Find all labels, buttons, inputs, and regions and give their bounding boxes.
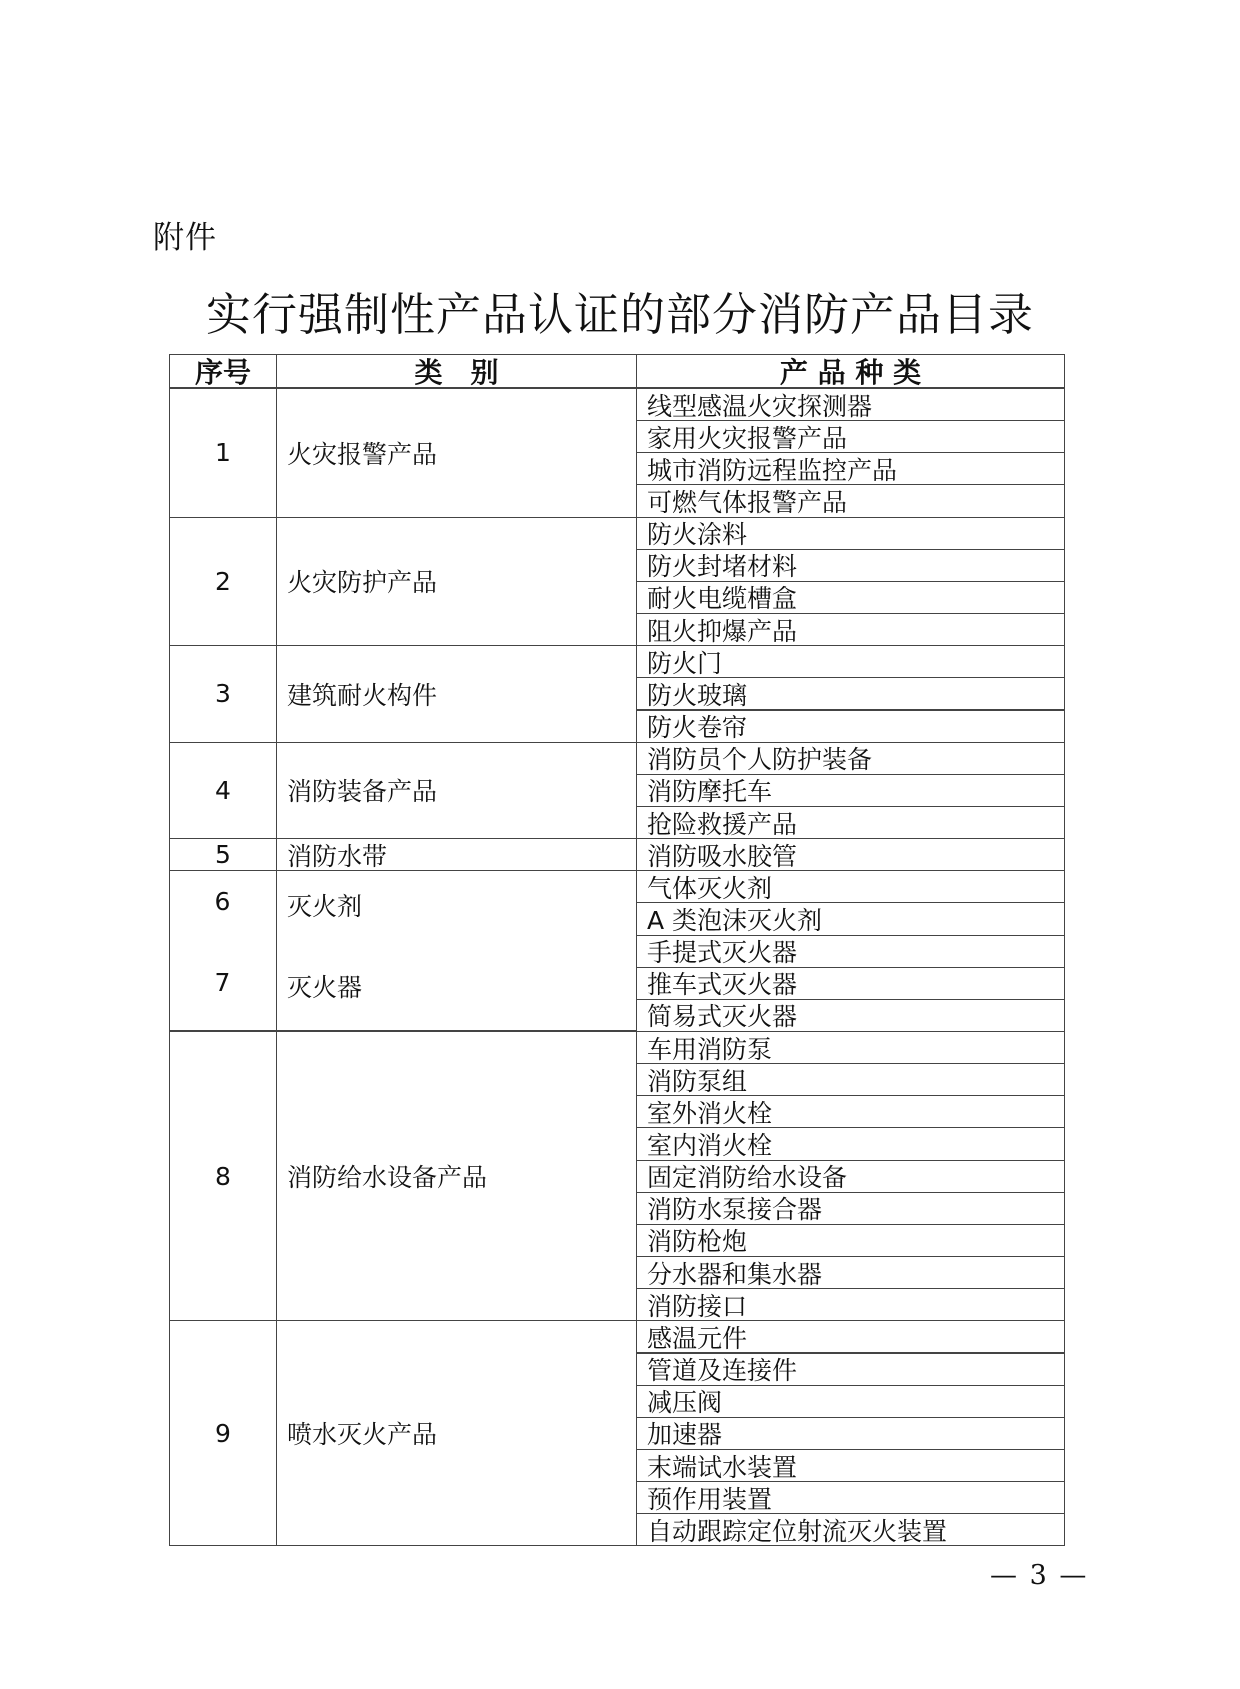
product-item: 分水器和集水器 [636, 1256, 1065, 1289]
product-item: 消防水泵接合器 [636, 1192, 1065, 1225]
product-item: 可燃气体报警产品 [636, 484, 1065, 517]
product-item: 减压阀 [636, 1385, 1065, 1418]
row-number: 9 [169, 1320, 277, 1546]
category-name: 灭火器 [287, 972, 363, 1002]
product-item: A 类泡沫灭火剂 [636, 902, 1065, 935]
product-item: 阻火抑爆产品 [636, 613, 1065, 646]
row-number: 4 [169, 742, 277, 839]
row-number: 6 [214, 887, 231, 917]
product-item: 消防枪炮 [636, 1224, 1065, 1257]
product-item: 车用消防泵 [636, 1031, 1065, 1064]
product-item: 消防摩托车 [636, 774, 1065, 807]
category-name: 消防装备产品 [276, 742, 637, 839]
product-item: 消防员个人防护装备 [636, 742, 1065, 775]
product-item: 防火卷帘 [636, 710, 1065, 743]
product-item: 室外消火栓 [636, 1095, 1065, 1128]
row-number: 5 [169, 838, 277, 871]
category-name: 火灾报警产品 [276, 388, 637, 518]
category-name: 建筑耐火构件 [276, 645, 637, 742]
product-item: 加速器 [636, 1417, 1065, 1450]
header-no: 序号 [169, 354, 277, 388]
product-item: 防火封堵材料 [636, 549, 1065, 582]
header-category: 类 别 [276, 354, 637, 388]
page-number: — 3 — [990, 1560, 1089, 1591]
header-product: 产 品 种 类 [636, 354, 1065, 388]
document-title: 实行强制性产品认证的部分消防产品目录 [205, 288, 1034, 341]
category-name: 消防水带 [276, 838, 637, 871]
product-item: 预作用装置 [636, 1481, 1065, 1514]
category-name: 消防给水设备产品 [276, 1031, 637, 1321]
product-item: 线型感温火灾探测器 [636, 388, 1065, 421]
category-name: 喷水灭火产品 [276, 1320, 637, 1546]
attachment-label: 附件 [153, 220, 217, 256]
category-name: 火灾防护产品 [276, 517, 637, 647]
product-item: 固定消防给水设备 [636, 1160, 1065, 1193]
product-item: 末端试水装置 [636, 1449, 1065, 1482]
product-item: 简易式灭火器 [636, 999, 1065, 1032]
product-item: 耐火电缆槽盒 [636, 581, 1065, 614]
product-item: 手提式灭火器 [636, 935, 1065, 968]
row-number: 8 [169, 1031, 277, 1321]
product-item: 管道及连接件 [636, 1353, 1065, 1386]
row-number: 2 [169, 517, 277, 647]
product-item: 推车式灭火器 [636, 967, 1065, 1000]
product-item: 室内消火栓 [636, 1127, 1065, 1160]
product-item: 防火门 [636, 645, 1065, 678]
product-item: 抢险救援产品 [636, 806, 1065, 839]
product-item: 消防吸水胶管 [636, 838, 1065, 871]
row-number: 1 [169, 388, 277, 518]
category-name: 灭火剂 [287, 892, 363, 922]
product-item: 城市消防远程监控产品 [636, 452, 1065, 485]
row-number: 3 [169, 645, 277, 742]
product-item: 消防泵组 [636, 1063, 1065, 1096]
product-item: 防火涂料 [636, 517, 1065, 550]
row-number: 7 [214, 967, 231, 997]
product-item: 防火玻璃 [636, 677, 1065, 710]
product-item: 自动跟踪定位射流灭火装置 [636, 1513, 1065, 1546]
product-item: 气体灭火剂 [636, 870, 1065, 903]
product-item: 感温元件 [636, 1320, 1065, 1353]
product-item: 消防接口 [636, 1288, 1065, 1321]
product-item: 家用火灾报警产品 [636, 420, 1065, 453]
